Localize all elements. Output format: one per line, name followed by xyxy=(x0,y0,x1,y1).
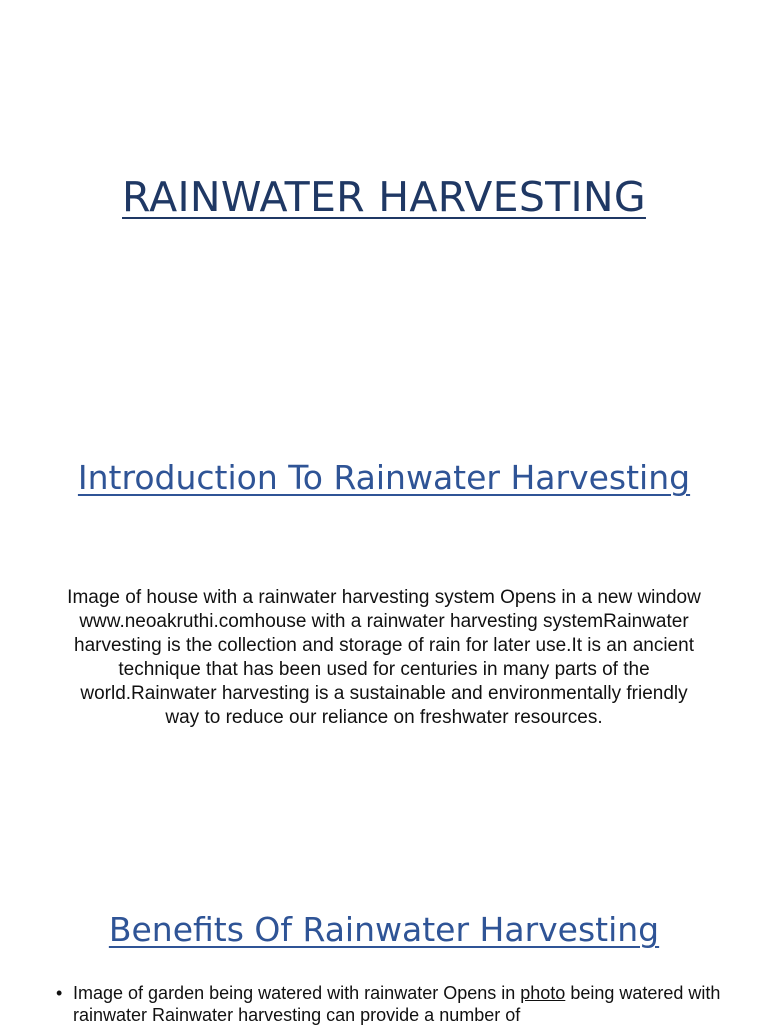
bullet-icon: • xyxy=(56,983,63,1003)
benefits-list xyxy=(56,982,736,1026)
benefits-list-item xyxy=(56,982,736,1026)
bullet-text-start: Image of garden being watered with rainwater Opens in xyxy=(73,983,521,1003)
intro-heading: Introduction To Rainwater Harvesting xyxy=(77,458,691,497)
benefits-heading: Benefits Of Rainwater Harvesting xyxy=(108,910,660,949)
photo-link[interactable]: photo xyxy=(520,983,566,1003)
intro-paragraph: Image of house with a rainwater harvesting system Opens in a new window www.neoakruthi.comhouse with a rainwater harvesting systemRainwater harvesting is the collection and storage of rain for later use.It is an ancient technique that has been used for centuries in many parts of the world.Rainwater harvesting is a sustainable and environmentally friendly way to reduce our reliance on freshwater resources. xyxy=(67,587,701,728)
bullet-text-end: being watered with rainwater Rainwater harvesting can provide a number of xyxy=(73,983,721,1025)
slide-title: RAINWATER HARVESTING xyxy=(122,173,646,221)
